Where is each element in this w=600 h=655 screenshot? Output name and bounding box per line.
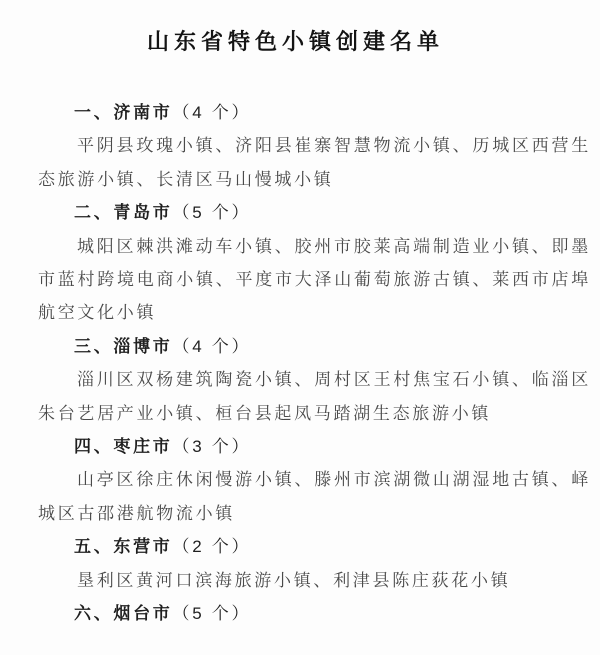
city-section-yantai — [38, 597, 591, 630]
city-label: 二、青岛市 — [74, 203, 173, 223]
city-count: （3 个） — [172, 437, 252, 457]
town-list: 平阴县玫瑰小镇、济阳县崔寨智慧物流小镇、历城区西营生态旅游小镇、长清区马山慢城小镇 — [38, 136, 591, 189]
city-label: 一、济南市 — [74, 103, 173, 122]
city-count: （5 个） — [172, 604, 252, 624]
city-label: 五、东营市 — [74, 537, 173, 557]
city-section-zibo — [38, 330, 591, 430]
city-label: 三、淄博市 — [74, 336, 173, 356]
city-label: 六、烟台市 — [74, 604, 173, 624]
document — [0, 25, 600, 655]
town-list: 城阳区棘洪滩动车小镇、胶州市胶莱高端制造业小镇、即墨市蓝村跨境电商小镇、平度市大泽山葡萄旅游古镇、莱西市店埠航空文化小镇 — [38, 236, 591, 323]
city-count: （5 个） — [172, 203, 252, 223]
city-section-dongying — [38, 530, 591, 597]
city-heading — [38, 96, 591, 129]
document-title: 山东省特色小镇创建名单 — [146, 29, 444, 54]
page — [0, 25, 600, 655]
city-heading — [38, 597, 591, 630]
city-label: 四、枣庄市 — [74, 437, 173, 457]
city-heading — [38, 430, 591, 463]
town-list: 山亭区徐庄休闲慢游小镇、滕州市滨湖微山湖湿地古镇、峄城区古邵港航物流小镇 — [38, 470, 591, 523]
city-heading — [38, 330, 591, 363]
city-heading — [38, 196, 591, 229]
town-list: 淄川区双杨建筑陶瓷小镇、周村区王村焦宝石小镇、临淄区朱台艺居产业小镇、桓台县起凤马踏湖生态旅游小镇 — [38, 370, 591, 423]
city-count: （4 个） — [172, 336, 252, 356]
city-section-zaozhuang — [38, 430, 591, 530]
city-count: （2 个） — [172, 537, 252, 557]
town-list: 垦利区黄河口滨海旅游小镇、利津县陈庄荻花小镇 — [77, 570, 511, 590]
city-count: （4 个） — [172, 103, 252, 122]
city-section-qingdao — [38, 196, 591, 330]
city-section-jinan — [38, 96, 591, 196]
city-heading — [38, 530, 591, 563]
